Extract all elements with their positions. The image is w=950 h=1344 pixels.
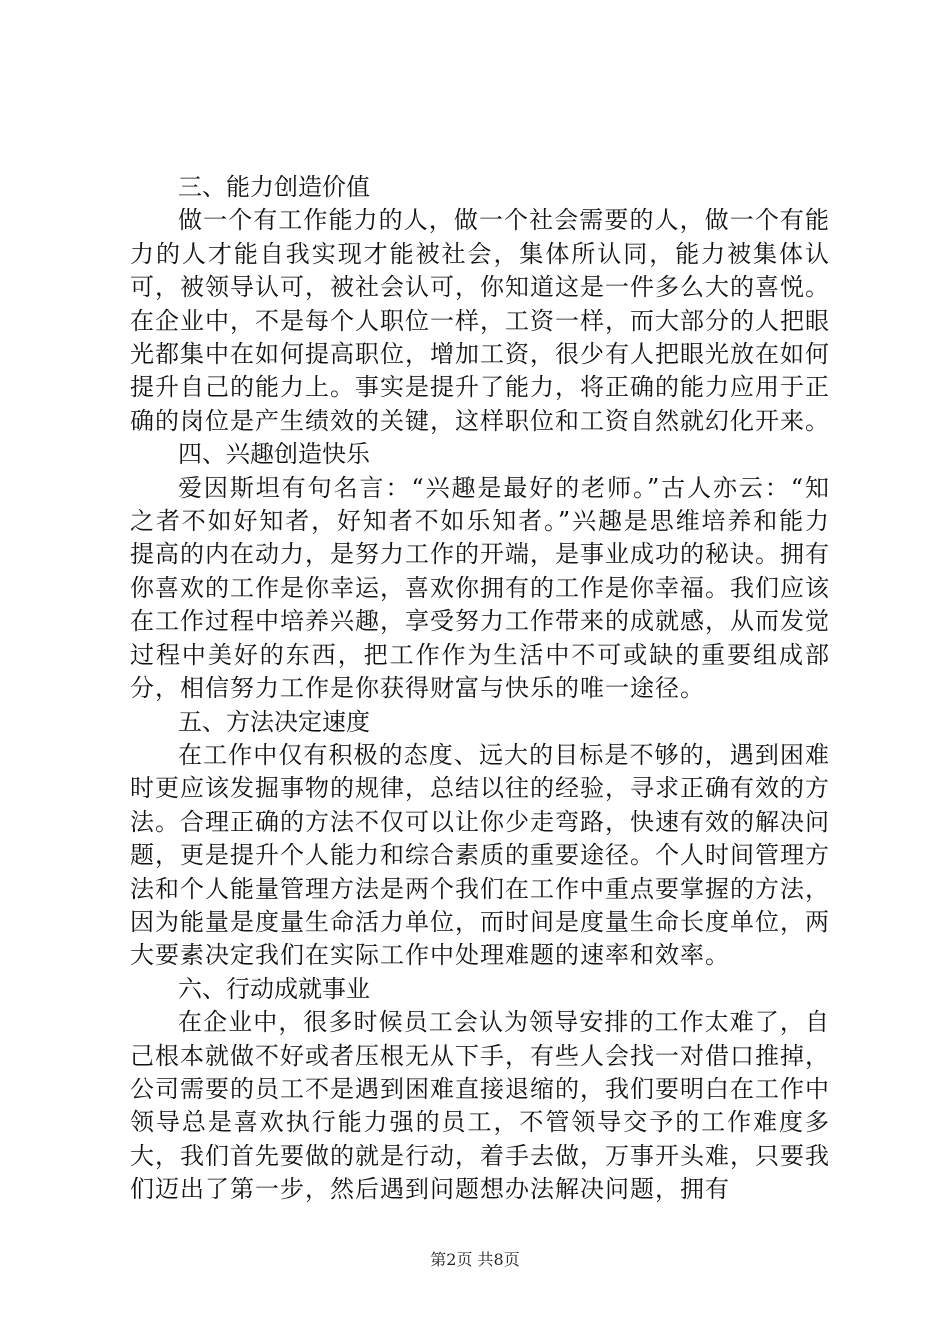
section-heading: 四、兴趣创造快乐	[178, 440, 370, 469]
section-ability	[130, 171, 830, 438]
document-body	[130, 171, 830, 1207]
page-number-footer: 第2页 共8页	[430, 1250, 520, 1269]
section-method	[130, 706, 830, 973]
section-paragraph: 做一个有工作能力的人，做一个社会需要的人，做一个有能力的人才能自我实现才能被社会，集体所认同，能力被集体认可，被领导认可，被社会认可，你知道这是一件多么大的喜悦。在企业中，不是每个人职位一样，工资一样，而大部分的人把眼光都集中在如何提高职位，增加工资，很少有人把眼光放在如何提升自己的能力上。事实是提升了能力，将正确的能力应用于正确的岗位是产生绩效的关键，这样职位和工资自然就幻化开来。	[130, 206, 830, 435]
section-paragraph: 爱因斯坦有句名言：“兴趣是最好的老师。”古人亦云：“知之者不如好知者，好知者不如乐知者。”兴趣是思维培养和能力提高的内在动力，是努力工作的开端，是事业成功的秘诀。拥有你喜欢的工作是你幸运，喜欢你拥有的工作是你幸福。我们应该在工作过程中培养兴趣，享受努力工作带来的成就感，从而发觉过程中美好的东西，把工作作为生活中不可或缺的重要组成部分，相信努力工作是你获得财富与快乐的唯一途径。	[130, 473, 830, 703]
section-heading: 六、行动成就事业	[178, 974, 370, 1003]
section-heading: 五、方法决定速度	[178, 707, 370, 736]
section-paragraph: 在工作中仅有积极的态度、远大的目标是不够的，遇到困难时更应该发掘事物的规律，总结以往的经验，寻求正确有效的方法。合理正确的方法不仅可以让你少走弯路，快速有效的解决问题，更是提升个人能力和综合素质的重要途径。个人时间管理方法和个人能量管理方法是两个我们在工作中重点要掌握的方法，因为能量是度量生命活力单位，而时间是度量生命长度单位，两大要素决定我们在实际工作中处理难题的速率和效率。	[130, 740, 830, 970]
section-heading: 三、能力创造价值	[178, 173, 370, 201]
section-paragraph: 在企业中，很多时候员工会认为领导安排的工作太难了，自己根本就做不好或者压根无从下手，有些人会找一对借口推掉，公司需要的员工不是遇到困难直接退缩的，我们要明白在工作中领导总是喜欢执行能力强的员工，不管领导交予的工作难度多大，我们首先要做的就是行动，着手去做，万事开头难，只要我们迈出了第一步，然后遇到问题想办法解决问题，拥有	[130, 1008, 830, 1204]
section-interest	[130, 438, 830, 705]
section-action	[130, 973, 830, 1207]
